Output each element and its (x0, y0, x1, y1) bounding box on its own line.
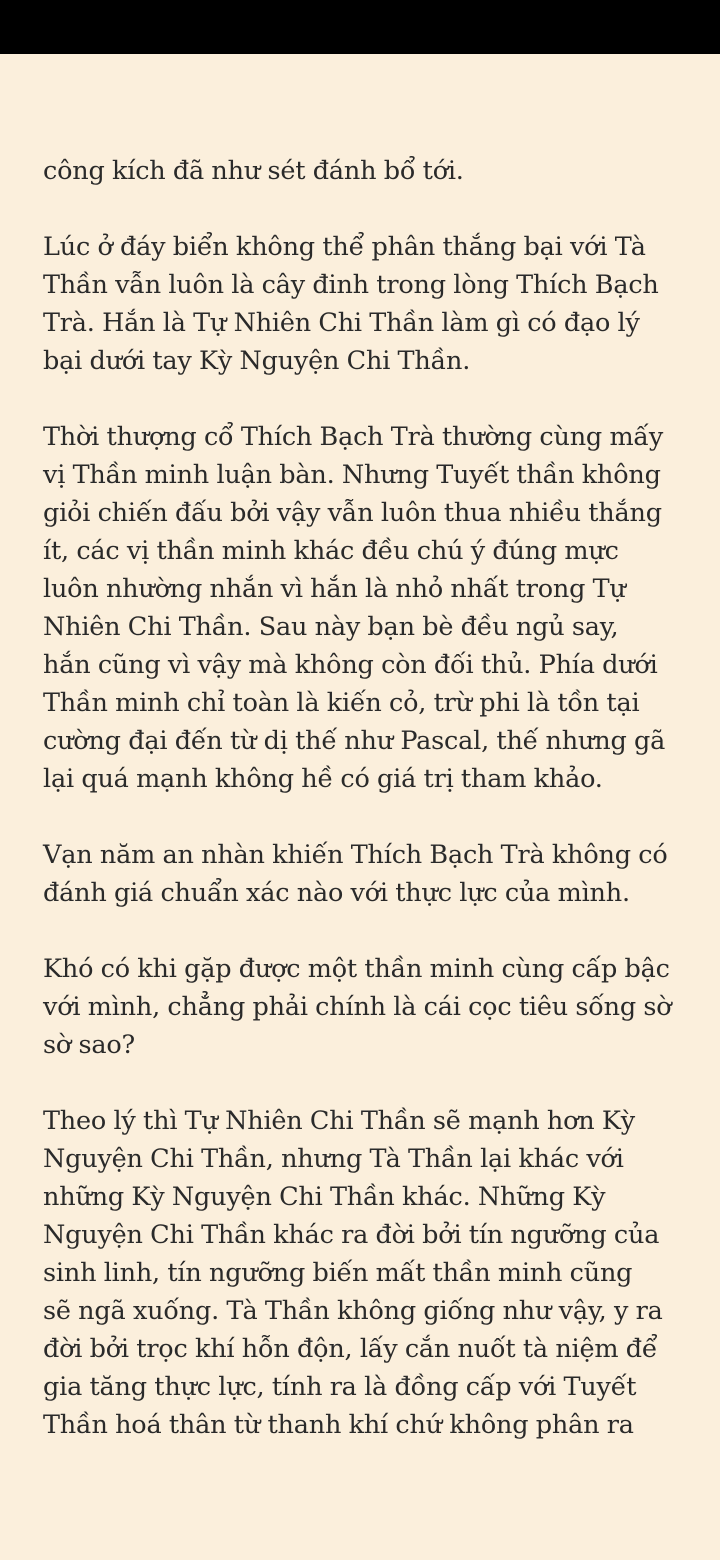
text-line: vị Thần minh luận bàn. Nhưng Tuyết thần không (43, 460, 661, 490)
text-line: Thời thượng cổ Thích Bạch Trà thường cùng mấy (43, 422, 664, 452)
text-line: giỏi chiến đấu bởi vậy vẫn luôn thua nhiều thắng (43, 498, 662, 528)
text-line: đánh giá chuẩn xác nào với thực lực của mình. (43, 878, 630, 908)
paragraph (43, 228, 683, 380)
text-line: luôn nhường nhắn vì hắn là nhỏ nhất trong Tự (43, 574, 626, 604)
text-line: hắn cũng vì vậy mà không còn đối thủ. Phía dưới (43, 650, 658, 680)
reader-text-area[interactable] (43, 152, 683, 1482)
paragraph (43, 418, 683, 798)
text-line: Thần vẫn luôn là cây đinh trong lòng Thích Bạch (43, 270, 659, 300)
text-line: Nhiên Chi Thần. Sau này bạn bè đều ngủ say, (43, 612, 619, 642)
text-line: Thần minh chỉ toàn là kiến cỏ, trừ phi là tồn tại (43, 688, 640, 718)
paragraph (43, 152, 683, 190)
text-line: đời bởi trọc khí hỗn độn, lấy cắn nuốt tà niệm để (43, 1334, 658, 1364)
text-line: sinh linh, tín ngưỡng biến mất thần minh cũng (43, 1258, 633, 1288)
text-line: Nguyện Chi Thần khác ra đời bởi tín ngưỡng của (43, 1220, 660, 1250)
text-line: bại dưới tay Kỳ Nguyện Chi Thần. (43, 346, 471, 376)
text-line: những Kỳ Nguyện Chi Thần khác. Những Kỳ (43, 1182, 606, 1212)
text-line: công kích đã như sét đánh bổ tới. (43, 156, 464, 186)
text-line: sẽ ngã xuống. Tà Thần không giống như vậy, y ra (43, 1296, 663, 1326)
text-line: Lúc ở đáy biển không thể phân thắng bại với Tà (43, 232, 646, 262)
text-line: cường đại đến từ dị thế như Pascal, thế nhưng gã (43, 726, 666, 756)
text-line: với mình, chẳng phải chính là cái cọc tiêu sống sờ (43, 992, 672, 1022)
text-line: Vạn năm an nhàn khiến Thích Bạch Trà không có (43, 840, 668, 870)
text-line: Trà. Hắn là Tự Nhiên Chi Thần làm gì có đạo lý (43, 308, 640, 338)
text-line: gia tăng thực lực, tính ra là đồng cấp với Tuyết (43, 1372, 637, 1402)
text-line: sờ sao? (43, 1030, 135, 1060)
text-line: Theo lý thì Tự Nhiên Chi Thần sẽ mạnh hơn Kỳ (43, 1106, 635, 1136)
text-line: Khó có khi gặp được một thần minh cùng cấp bậc (43, 954, 670, 984)
paragraph (43, 836, 683, 912)
paragraph (43, 950, 683, 1064)
text-line: ít, các vị thần minh khác đều chú ý đúng mực (43, 536, 619, 566)
text-line: Nguyện Chi Thần, nhưng Tà Thần lại khác với (43, 1144, 624, 1174)
paragraph (43, 1102, 683, 1444)
text-line: Thần hoá thân từ thanh khí chứ không phân ra (43, 1410, 634, 1440)
status-bar (0, 0, 720, 54)
text-line: lại quá mạnh không hề có giá trị tham khảo. (43, 764, 603, 794)
